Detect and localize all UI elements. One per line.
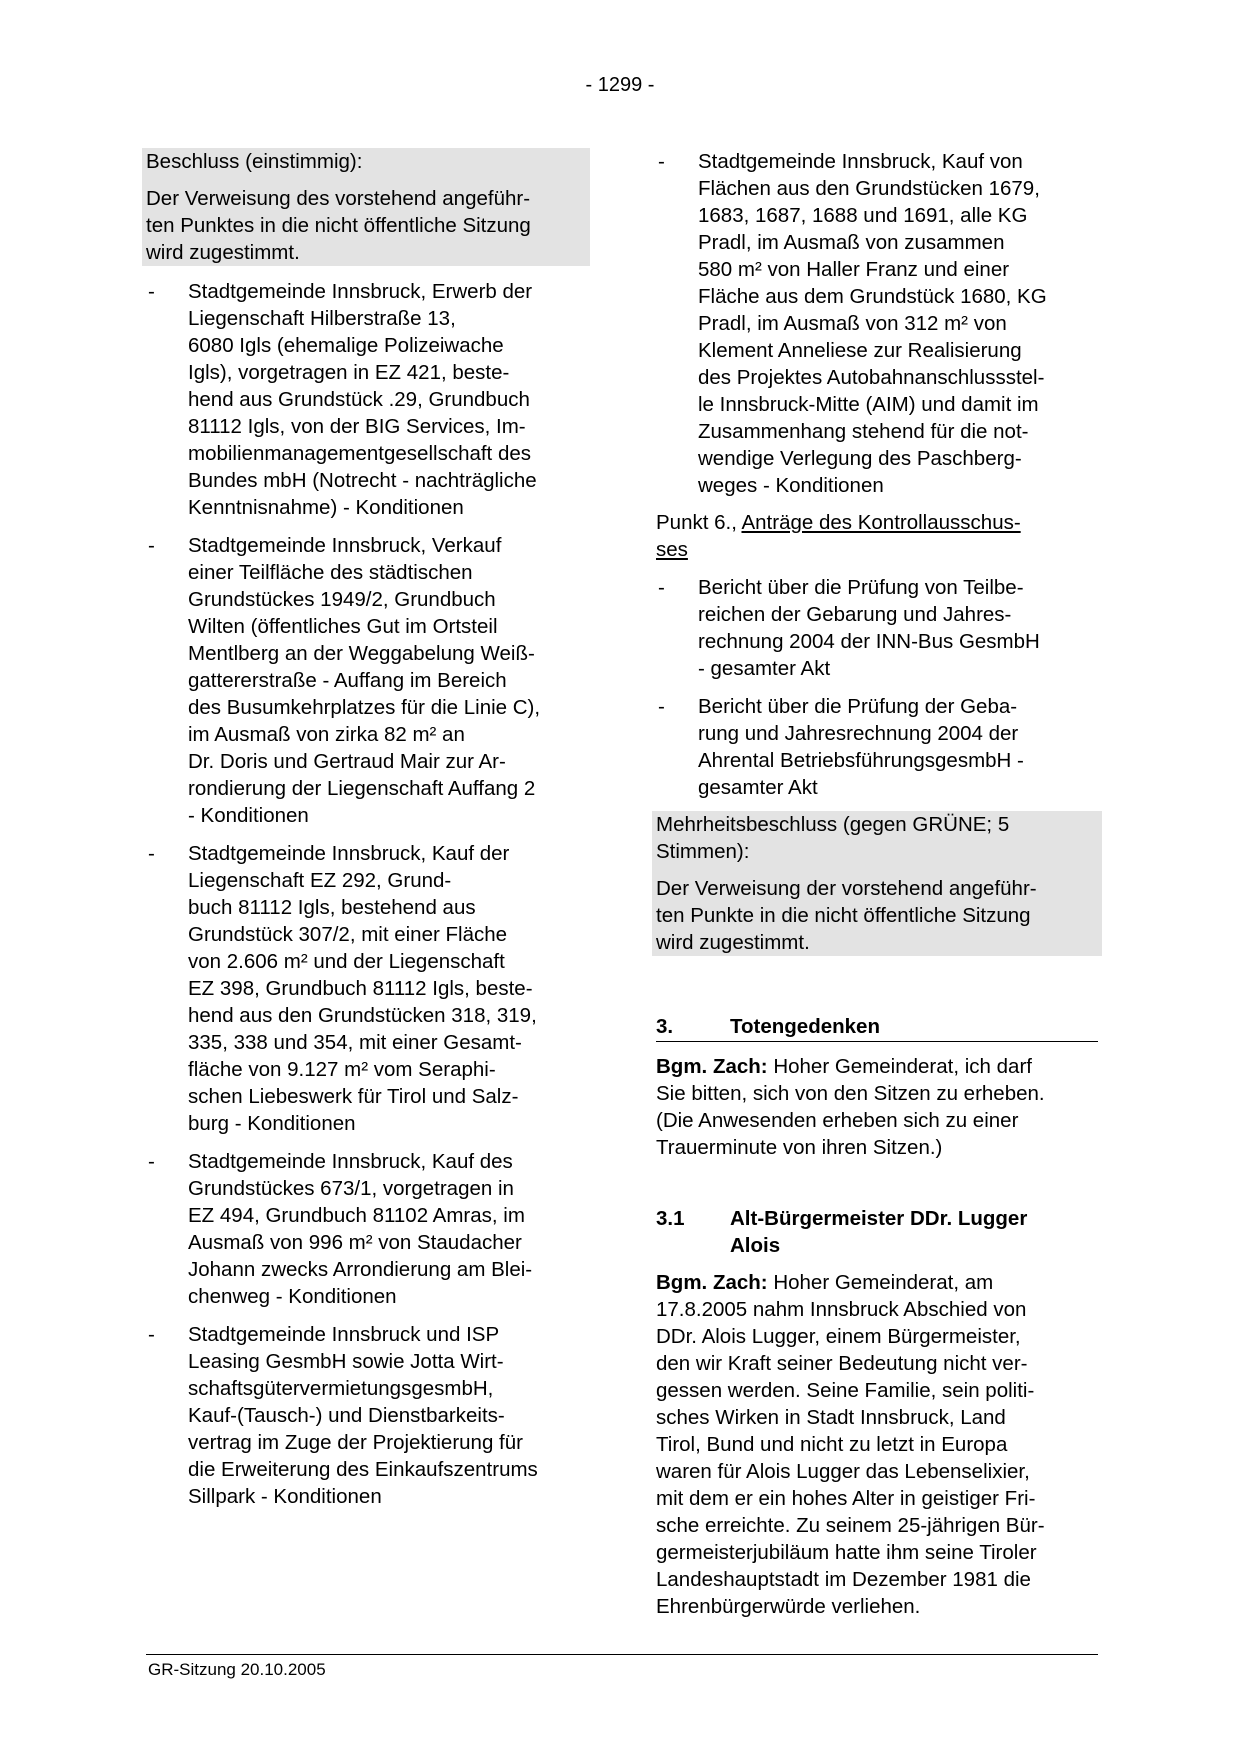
footer-text: GR-Sitzung 20.10.2005 xyxy=(148,1660,326,1679)
left-column xyxy=(146,148,586,1510)
list-item-text: Stadtgemeinde Innsbruck, Kauf des Grundstückes 673/1, vorgetragen in EZ 494, Grundbuch 81102 Amras, im Ausmaß von 996 m² von Staudacher Johann zwecks Arrondierung am Blei- chenweg - Konditionen xyxy=(188,1150,533,1308)
list-item xyxy=(146,278,586,521)
list-item xyxy=(656,574,1098,682)
list-item-text: Bericht über die Prüfung von Teilbe- reichen der Gebarung und Jahres- rechnung 2004 der INN-Bus GesmbH - gesamter Akt xyxy=(698,576,1040,680)
resolution-title: Beschluss (einstimmig): xyxy=(146,150,363,173)
speech-paragraph xyxy=(656,1053,1098,1161)
punkt-title: Anträge des Kontrollausschus- ses xyxy=(656,511,1021,561)
speech-text: Hoher Gemeinderat, ich darf Sie bitten, sich von den Sitzen zu erheben. (Die Anwesenden erheben sich zu einer Trauerminute von ihren Sitzen.) xyxy=(656,1055,1045,1159)
dash-bullet: - xyxy=(658,576,665,599)
list-item xyxy=(656,693,1098,801)
dash-bullet: - xyxy=(658,150,665,173)
punkt-prefix: Punkt 6., xyxy=(656,511,742,534)
list-item-text: Stadtgemeinde Innsbruck und ISP Leasing GesmbH sowie Jotta Wirt- schaftsgütervermietungsgesmbH, Kauf-(Tausch-) und Dienstbarkeits- vertrag im Zuge der Projektierung für die Erweiterung des Einkaufszentrums Sillpark - Konditionen xyxy=(188,1323,538,1508)
agenda-list xyxy=(656,148,1098,499)
speech-text: Hoher Gemeinderat, am 17.8.2005 nahm Innsbruck Abschied von DDr. Alois Lugger, einem Bürgermeister, den wir Kraft seiner Bedeutung nicht ver- gessen werden. Seine Familie, sein politi- sches Wirken in Stadt Innsbruck, Land Tirol, Bund und nicht zu letzt in Europa waren für Alois Lugger das Lebenselixier, mit dem er ein hohes Alter in geistiger Fri- sche erreichte. Zu seinem 25-jährigen Bür- germeisterjubiläum hatte ihm seine Tiroler Landeshauptstadt im Dezember 1981 die Ehrenbürgerwürde verliehen. xyxy=(656,1271,1045,1618)
page-number: - 1299 - xyxy=(585,74,655,96)
agenda-list xyxy=(146,278,586,1510)
section-heading xyxy=(656,1013,1098,1042)
section-title: Totengedenken xyxy=(730,1015,880,1038)
speaker-name: Bgm. Zach: xyxy=(656,1055,768,1078)
section-number: 3. xyxy=(656,1015,674,1038)
list-item xyxy=(146,1321,586,1510)
resolution-box xyxy=(652,811,1102,956)
speech-paragraph xyxy=(656,1269,1098,1620)
list-item xyxy=(146,840,586,1137)
list-item-text: Bericht über die Prüfung der Geba- rung und Jahresrechnung 2004 der Ahrental BetriebsführungsgesmbH - gesamter Akt xyxy=(698,695,1024,799)
list-item xyxy=(146,532,586,829)
dash-bullet: - xyxy=(148,534,155,557)
dash-bullet: - xyxy=(148,280,155,303)
list-item xyxy=(656,148,1098,499)
section-number: 3.1 xyxy=(656,1207,685,1230)
speaker-name: Bgm. Zach: xyxy=(656,1271,768,1294)
dash-bullet: - xyxy=(148,1150,155,1173)
list-item xyxy=(146,1148,586,1310)
dash-bullet: - xyxy=(148,842,155,865)
dash-bullet: - xyxy=(658,695,665,718)
resolution-box xyxy=(142,148,590,266)
report-list xyxy=(656,574,1098,801)
resolution-text: Der Verweisung der vorstehend angeführ- ten Punkte in die nicht öffentliche Sitzung wird zugestimmt. xyxy=(656,877,1037,954)
dash-bullet: - xyxy=(148,1323,155,1346)
list-item-text: Stadtgemeinde Innsbruck, Erwerb der Liegenschaft Hilberstraße 13, 6080 Igls (ehemalige Polizeiwache Igls), vorgetragen in EZ 421, beste- hend aus Grundstück .29, Grundbuch 81112 Igls, von der BIG Services, Im- mobilienmanagementgesellschaft des Bundes mbH (Notrecht - nachträgliche Kenntnisnahme) - Konditionen xyxy=(188,280,537,519)
list-item-text: Stadtgemeinde Innsbruck, Verkauf einer Teilfläche des städtischen Grundstückes 1949/2, Grundbuch Wilten (öffentliches Gut im Ortsteil Mentlberg an der Weggabelung Weiß- gattererstraße - Auffang im Bereich des Busumkehrplatzes für die Linie C), im Ausmaß von zirka 82 m² an Dr. Doris und Gertraud Mair zur Ar- rondierung der Liegenschaft Auffang 2 - Konditionen xyxy=(188,534,541,827)
punkt-heading xyxy=(656,509,1098,563)
resolution-text: Der Verweisung des vorstehend angeführ- ten Punktes in die nicht öffentliche Sitzung wird zugestimmt. xyxy=(146,187,531,264)
right-column xyxy=(656,148,1098,1620)
section-title: Alt-Bürgermeister DDr. Lugger Alois xyxy=(730,1207,1028,1257)
list-item-text: Stadtgemeinde Innsbruck, Kauf von Flächen aus den Grundstücken 1679, 1683, 1687, 1688 und 1691, alle KG Pradl, im Ausmaß von zusammen 580 m² von Haller Franz und einer Fläche aus dem Grundstück 1680, KG Pradl, im Ausmaß von 312 m² von Klement Anneliese zur Realisierung des Projektes Autobahnanschlussstel- le Innsbruck-Mitte (AIM) und damit im Zusammenhang stehend für die not- wendige Verlegung des Paschberg- weges - Konditionen xyxy=(698,150,1047,497)
footer-divider xyxy=(146,1654,1098,1655)
section-heading xyxy=(656,1205,1098,1259)
list-item-text: Stadtgemeinde Innsbruck, Kauf der Liegenschaft EZ 292, Grund- buch 81112 Igls, bestehend aus Grundstück 307/2, mit einer Fläche von 2.606 m² und der Liegenschaft EZ 398, Grundbuch 81112 Igls, beste- hend aus den Grundstücken 318, 319, 335, 338 und 354, mit einer Gesamt- fläche von 9.127 m² vom Seraphi- schen Liebeswerk für Tirol und Salz- burg - Konditionen xyxy=(188,842,537,1135)
resolution-title: Mehrheitsbeschluss (gegen GRÜNE; 5 Stimmen): xyxy=(656,813,1010,863)
